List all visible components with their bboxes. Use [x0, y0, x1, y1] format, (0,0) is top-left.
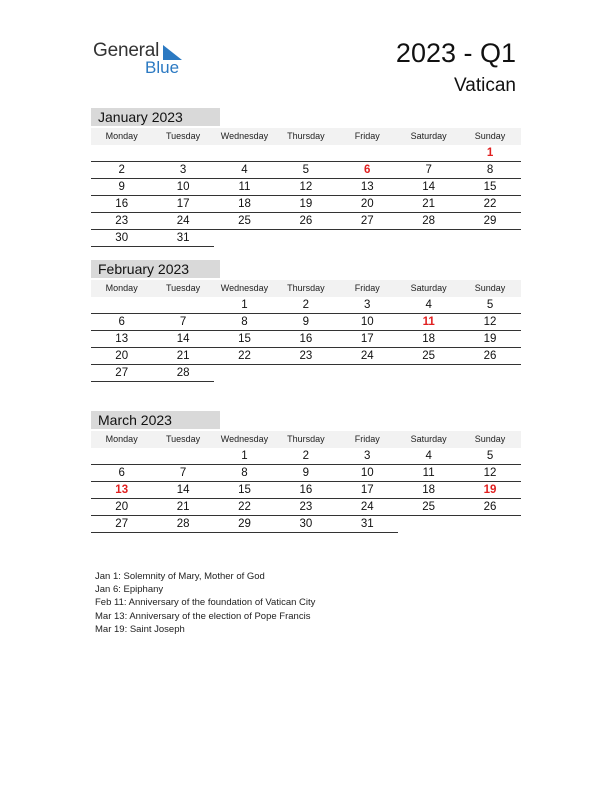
day-cell: 6 [91, 465, 152, 482]
day-cell: 17 [337, 331, 398, 348]
day-cell: 21 [152, 499, 213, 516]
empty-day-cell [398, 230, 459, 246]
day-cell: 18 [398, 482, 459, 499]
day-cell: 2 [275, 448, 336, 465]
weekday-header: Saturday [398, 280, 459, 297]
day-cell: 20 [91, 499, 152, 516]
weekday-header: Wednesday [214, 280, 275, 297]
day-cell: 21 [398, 196, 459, 213]
holiday-day-cell: 1 [459, 145, 520, 162]
weekday-header: Friday [337, 431, 398, 448]
holiday-day-cell: 13 [91, 482, 152, 499]
day-cell: 23 [91, 213, 152, 230]
day-cell: 20 [337, 196, 398, 213]
day-cell: 11 [214, 179, 275, 196]
day-cell: 15 [214, 331, 275, 348]
day-cell: 13 [337, 179, 398, 196]
empty-day-cell [459, 365, 520, 381]
month-january [91, 108, 521, 247]
empty-day-cell [214, 145, 275, 162]
holiday-day-cell: 6 [337, 162, 398, 179]
day-cell: 27 [337, 213, 398, 230]
day-cell: 28 [398, 213, 459, 230]
weekday-header: Monday [91, 128, 152, 145]
weekday-header: Tuesday [152, 280, 213, 297]
holiday-note: Jan 1: Solemnity of Mary, Mother of God [95, 571, 265, 582]
day-cell: 28 [152, 365, 213, 382]
day-cell: 25 [398, 348, 459, 365]
day-cell: 14 [152, 482, 213, 499]
day-cell: 22 [459, 196, 520, 213]
day-cell: 19 [459, 331, 520, 348]
day-cell: 24 [337, 348, 398, 365]
weekday-header: Sunday [459, 128, 520, 145]
weekday-header: Thursday [275, 431, 336, 448]
day-cell: 29 [214, 516, 275, 533]
day-cell: 1 [214, 297, 275, 314]
empty-day-cell [398, 516, 459, 532]
day-cell: 10 [152, 179, 213, 196]
day-cell: 10 [337, 314, 398, 331]
day-cell: 8 [214, 314, 275, 331]
weekday-header: Sunday [459, 431, 520, 448]
empty-day-cell [337, 230, 398, 246]
empty-day-cell [152, 448, 213, 465]
page-title: 2023 - Q1 [395, 38, 516, 68]
day-cell: 2 [275, 297, 336, 314]
logo-word-blue: Blue [145, 58, 180, 77]
empty-day-cell [275, 230, 336, 246]
day-cell: 24 [337, 499, 398, 516]
empty-day-cell [91, 448, 152, 465]
empty-day-cell [214, 365, 275, 381]
day-cell: 26 [275, 213, 336, 230]
day-cell: 30 [275, 516, 336, 533]
day-cell: 5 [459, 297, 520, 314]
day-cell: 23 [275, 348, 336, 365]
day-cell: 9 [275, 465, 336, 482]
empty-day-cell [459, 230, 520, 246]
empty-day-cell [398, 145, 459, 162]
holiday-note: Mar 19: Saint Joseph [95, 623, 185, 635]
holiday-notes [95, 570, 315, 636]
holiday-day-cell: 19 [459, 482, 520, 499]
day-cell: 31 [337, 516, 398, 533]
month-march [91, 411, 521, 533]
day-cell: 11 [398, 465, 459, 482]
day-cell: 14 [398, 179, 459, 196]
holiday-note: Mar 13: Anniversary of the election of Pope Francis [95, 610, 311, 622]
empty-day-cell [275, 365, 336, 381]
day-cell: 27 [91, 516, 152, 533]
empty-day-cell [398, 365, 459, 381]
weekday-header: Saturday [398, 128, 459, 145]
empty-day-cell [214, 230, 275, 246]
day-cell: 7 [152, 314, 213, 331]
holiday-note: Feb 11: Anniversary of the foundation of Vatican City [95, 597, 316, 609]
day-cell: 8 [459, 162, 520, 179]
day-cell: 10 [337, 465, 398, 482]
empty-day-cell [91, 297, 152, 314]
empty-day-cell [152, 297, 213, 314]
day-cell: 1 [214, 448, 275, 465]
empty-day-cell [152, 145, 213, 162]
day-cell: 23 [275, 499, 336, 516]
day-cell: 3 [337, 448, 398, 465]
weekday-header: Monday [91, 280, 152, 297]
empty-day-cell [91, 145, 152, 162]
weekday-header: Thursday [275, 128, 336, 145]
day-cell: 25 [398, 499, 459, 516]
weekday-header: Tuesday [152, 431, 213, 448]
day-cell: 15 [214, 482, 275, 499]
empty-day-cell [275, 145, 336, 162]
day-cell: 19 [275, 196, 336, 213]
day-cell: 2 [91, 162, 152, 179]
day-cell: 4 [398, 448, 459, 465]
day-cell: 24 [152, 213, 213, 230]
day-cell: 7 [398, 162, 459, 179]
day-cell: 21 [152, 348, 213, 365]
day-cell: 3 [152, 162, 213, 179]
empty-day-cell [337, 145, 398, 162]
day-cell: 4 [398, 297, 459, 314]
day-cell: 16 [91, 196, 152, 213]
day-cell: 5 [275, 162, 336, 179]
day-cell: 17 [152, 196, 213, 213]
holiday-note: Jan 6: Epiphany [95, 584, 164, 596]
weekday-header: Friday [337, 280, 398, 297]
weekday-header: Tuesday [152, 128, 213, 145]
day-cell: 9 [275, 314, 336, 331]
day-cell: 16 [275, 331, 336, 348]
weekday-header: Monday [91, 431, 152, 448]
empty-day-cell [337, 365, 398, 381]
day-cell: 22 [214, 348, 275, 365]
weekday-header: Friday [337, 128, 398, 145]
month-title: January 2023 [91, 108, 220, 126]
month-grid [91, 128, 521, 247]
country-name: Vatican [454, 75, 516, 96]
day-cell: 13 [91, 331, 152, 348]
day-cell: 18 [398, 331, 459, 348]
month-february [91, 260, 521, 382]
day-cell: 5 [459, 448, 520, 465]
weekday-header: Saturday [398, 431, 459, 448]
day-cell: 22 [214, 499, 275, 516]
day-cell: 26 [459, 499, 520, 516]
day-cell: 30 [91, 230, 152, 247]
day-cell: 12 [459, 465, 520, 482]
month-grid [91, 431, 521, 533]
weekday-header: Sunday [459, 280, 520, 297]
holiday-day-cell: 11 [398, 314, 459, 331]
day-cell: 26 [459, 348, 520, 365]
day-cell: 3 [337, 297, 398, 314]
day-cell: 12 [275, 179, 336, 196]
day-cell: 31 [152, 230, 213, 247]
logo-word-general: General [93, 40, 160, 61]
month-title: February 2023 [91, 260, 220, 278]
day-cell: 17 [337, 482, 398, 499]
day-cell: 16 [275, 482, 336, 499]
weekday-header: Wednesday [214, 128, 275, 145]
empty-day-cell [459, 516, 520, 532]
day-cell: 15 [459, 179, 520, 196]
day-cell: 18 [214, 196, 275, 213]
month-grid [91, 280, 521, 382]
day-cell: 27 [91, 365, 152, 382]
day-cell: 20 [91, 348, 152, 365]
day-cell: 9 [91, 179, 152, 196]
day-cell: 12 [459, 314, 520, 331]
weekday-header: Thursday [275, 280, 336, 297]
logo [93, 40, 193, 80]
day-cell: 28 [152, 516, 213, 533]
day-cell: 6 [91, 314, 152, 331]
day-cell: 7 [152, 465, 213, 482]
month-title: March 2023 [91, 411, 220, 429]
day-cell: 4 [214, 162, 275, 179]
weekday-header: Wednesday [214, 431, 275, 448]
day-cell: 29 [459, 213, 520, 230]
day-cell: 14 [152, 331, 213, 348]
day-cell: 8 [214, 465, 275, 482]
day-cell: 25 [214, 213, 275, 230]
